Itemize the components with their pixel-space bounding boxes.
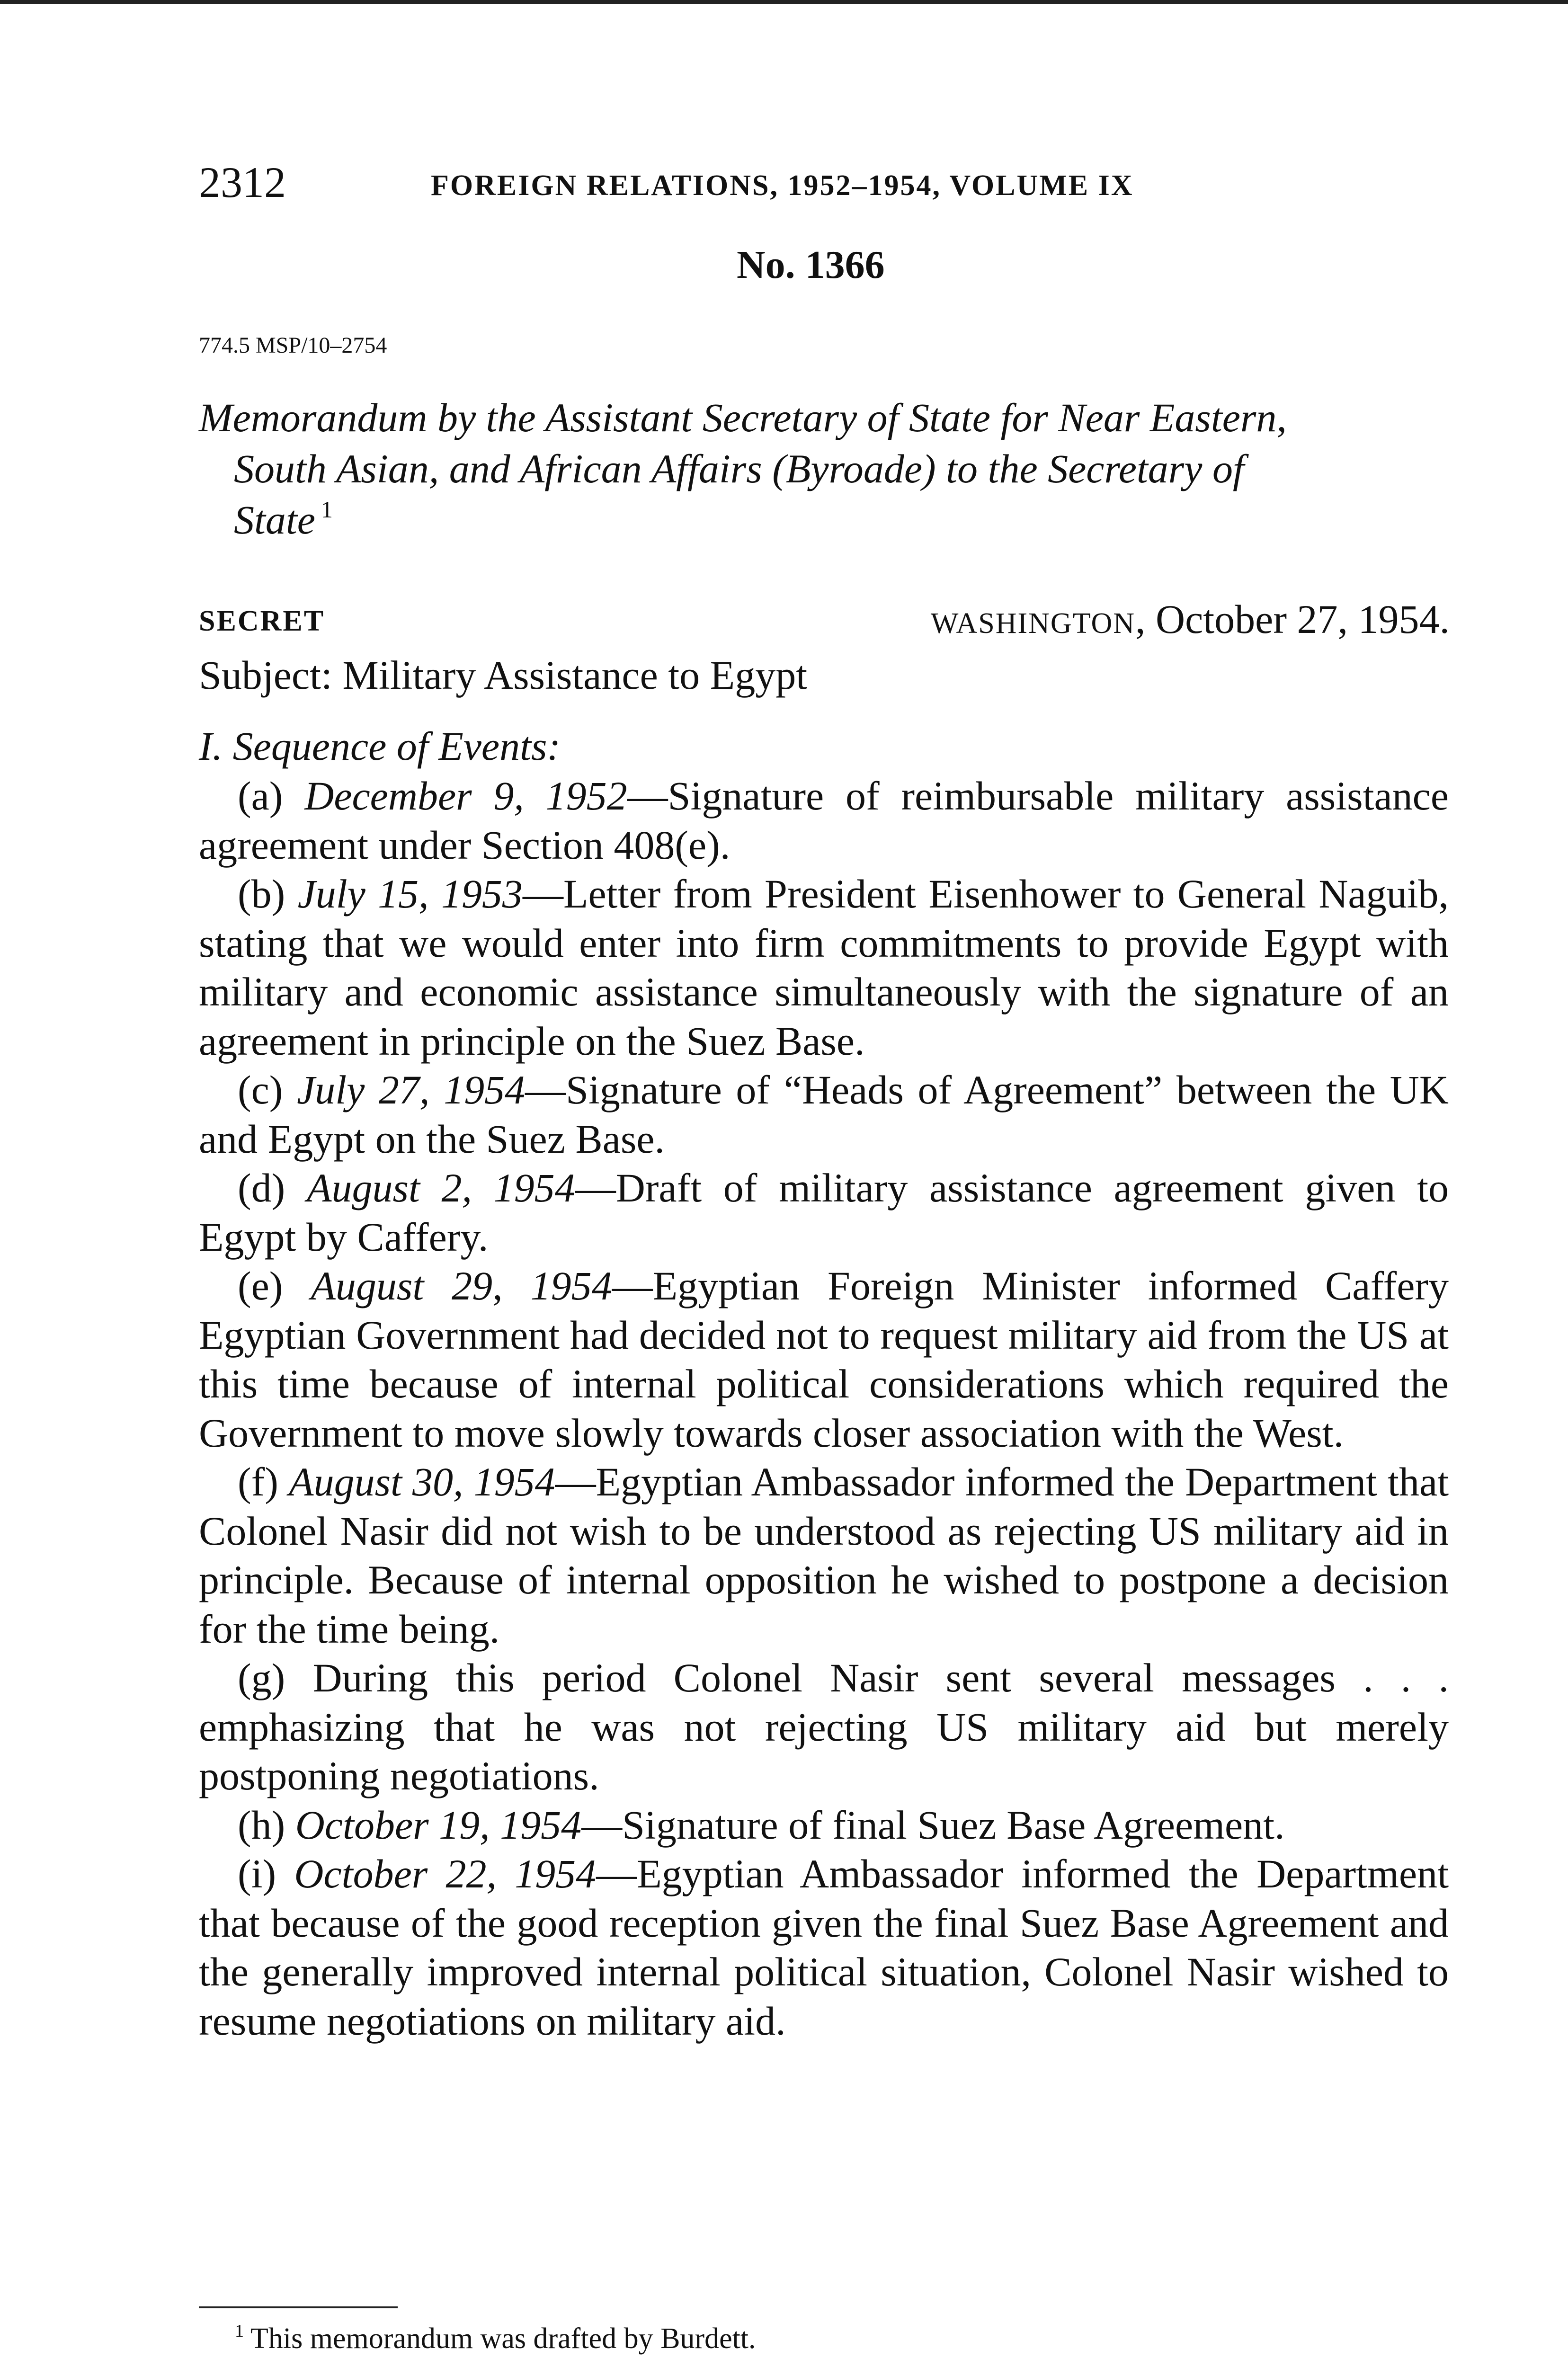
dateline bbox=[931, 594, 1450, 649]
page-header bbox=[199, 156, 1449, 208]
section-heading: I. Sequence of Events: bbox=[199, 723, 561, 769]
footnote-text: This memorandum was drafted by Burdett. bbox=[250, 2323, 756, 2355]
memo-title-line-2: South Asian, and African Affairs (Byroade) to the Secretary of bbox=[234, 446, 1244, 491]
event-label: (h) bbox=[238, 1802, 285, 1848]
event-date: August 29, 1954 bbox=[311, 1263, 612, 1308]
event-label: (i) bbox=[238, 1851, 276, 1896]
footnote bbox=[235, 2320, 756, 2358]
event-label: (e) bbox=[238, 1263, 283, 1308]
page-number: 2312 bbox=[199, 158, 286, 206]
document-number: No. 1366 bbox=[737, 243, 885, 287]
event-date: July 15, 1953 bbox=[297, 871, 523, 917]
event-text: —Egyptian Ambassador informed the Department that because of the good reception given the final Suez Base Agreement and the generally improved internal political situation, Colonel Nasir wished to resume negotiations on military aid. bbox=[199, 1851, 1449, 2044]
memo-title-line-3-text: State bbox=[234, 497, 315, 543]
event-text: —Letter from President Eisenhower to General Naguib, stating that we would enter into firm commitments to provide Egypt with military and economic assistance simultaneously with the signature of an agreement in principle on the Suez Base. bbox=[199, 871, 1449, 1064]
event-text: During this period Colonel Nasir sent several messages . . . emphasizing that he was not rejecting US military aid but merely postponing negotiations. bbox=[199, 1655, 1449, 1798]
event-list bbox=[199, 772, 1449, 2046]
event-text: —Signature of “Heads of Agreement” between the UK and Egypt on the Suez Base. bbox=[199, 1067, 1449, 1162]
event-text: —Draft of military assistance agreement given to Egypt by Caffery. bbox=[199, 1165, 1449, 1260]
memo-title-line-3 bbox=[199, 494, 1449, 545]
dateline-place: WASHINGTON bbox=[930, 607, 1136, 640]
running-head: FOREIGN RELATIONS, 1952–1954, VOLUME IX bbox=[431, 169, 1134, 202]
event-text: —Signature of reimbursable military assistance agreement under Section 408(e). bbox=[199, 773, 1449, 868]
event-date: July 27, 1954 bbox=[297, 1067, 526, 1112]
footnote-rule bbox=[199, 2306, 398, 2308]
event-date: October 22, 1954 bbox=[294, 1851, 597, 1896]
event-date: October 19, 1954 bbox=[295, 1802, 582, 1848]
event-label: (a) bbox=[238, 773, 283, 819]
event-text: —Signature of final Suez Base Agreement. bbox=[581, 1802, 1285, 1848]
event-item-h bbox=[199, 1801, 1449, 1850]
dateline-date: , October 27, 1954. bbox=[1135, 596, 1450, 642]
file-code: 774.5 MSP/10–2754 bbox=[199, 333, 387, 358]
event-item-f bbox=[199, 1458, 1449, 1654]
event-label: (b) bbox=[238, 871, 285, 917]
event-item-d bbox=[199, 1164, 1449, 1262]
event-date: December 9, 1952 bbox=[304, 773, 627, 819]
title-footnote-mark: 1 bbox=[321, 496, 333, 523]
subject-line: Subject: Military Assistance to Egypt bbox=[199, 652, 808, 698]
event-label: (f) bbox=[238, 1459, 278, 1504]
memo-title-line-1: Memorandum by the Assistant Secretary of State for Near Eastern, bbox=[199, 395, 1287, 440]
event-label: (g) bbox=[238, 1655, 285, 1700]
footnote-mark: 1 bbox=[235, 2321, 244, 2341]
event-item-e bbox=[199, 1262, 1449, 1458]
event-item-c bbox=[199, 1066, 1449, 1164]
event-item-g bbox=[199, 1654, 1449, 1801]
event-date: August 30, 1954 bbox=[289, 1459, 555, 1504]
event-text: —Egyptian Foreign Minister informed Caffery Egyptian Government had decided not to request military aid from the US at this time because of internal political considerations which required the Government to move slowly towards closer association with the West. bbox=[199, 1263, 1449, 1456]
event-item-i bbox=[199, 1850, 1449, 2046]
event-date: August 2, 1954 bbox=[306, 1165, 575, 1210]
event-item-b bbox=[199, 870, 1449, 1066]
event-label: (d) bbox=[238, 1165, 285, 1210]
event-text: —Egyptian Ambassador informed the Department that Colonel Nasir did not wish to be understood as rejecting US military aid in principle. Because of internal opposition he wished to postpone a decision for the time being. bbox=[199, 1459, 1449, 1652]
classification-label: SECRET bbox=[199, 605, 325, 637]
event-label: (c) bbox=[238, 1067, 283, 1112]
scan-top-edge bbox=[0, 0, 1568, 4]
event-item-a bbox=[199, 772, 1449, 870]
memo-title bbox=[199, 392, 1449, 545]
